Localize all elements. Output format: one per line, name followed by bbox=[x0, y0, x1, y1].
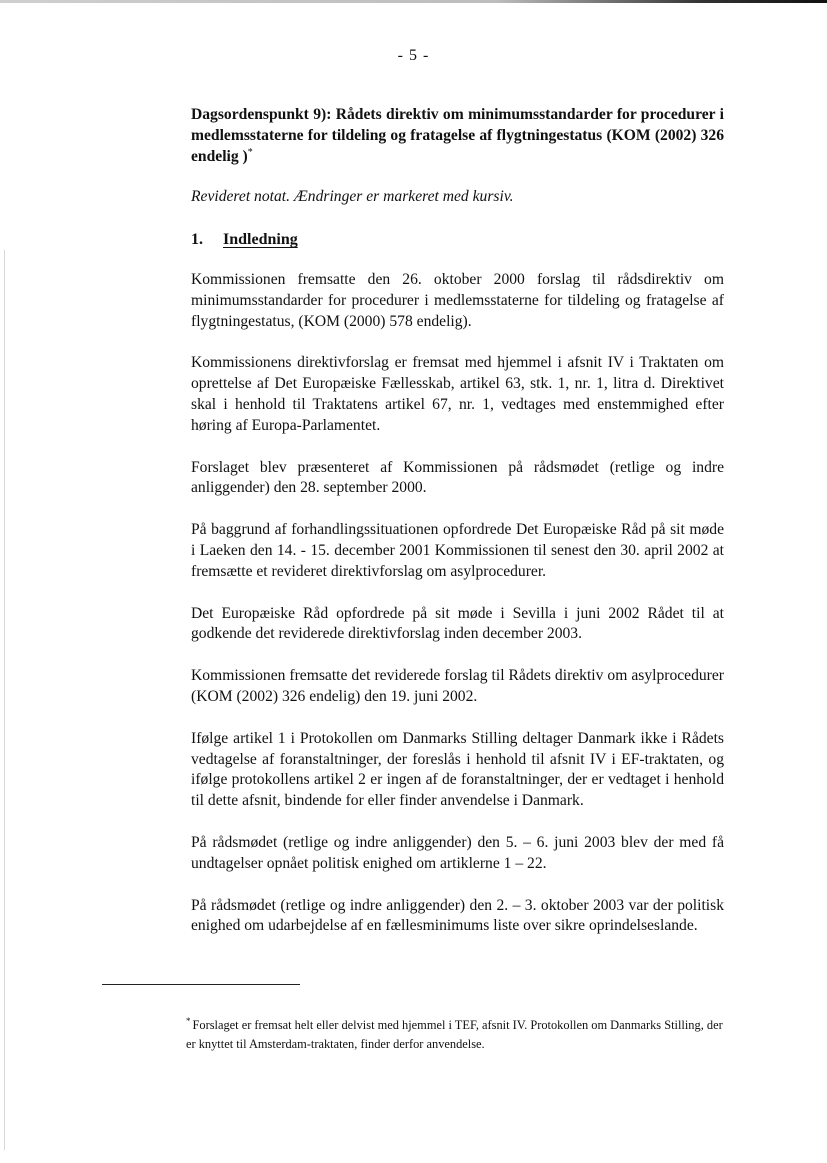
paragraph-1: Kommissionen fremsatte den 26. oktober 2000 forslag til rådsdirektiv om minimumsstandarder for procedurer i medlemsstaterne for tildeling og fratagelse af flygtningestatus, (KOM (2000) 578 endelig). bbox=[191, 270, 724, 330]
section-title: Indledning bbox=[223, 231, 298, 249]
page-number: - 5 - bbox=[397, 47, 430, 64]
document-body bbox=[191, 105, 724, 958]
agenda-title-text: Dagsordenspunkt 9): Rådets direktiv om minimumsstandarder for procedurer i medlemsstaterne for tildeling og fratagelse af flygtningestatus (KOM (2002) 326 endelig ) bbox=[191, 106, 724, 165]
paragraph-4: På baggrund af forhandlingssituationen opfordrede Det Europæiske Råd på sit møde i Laeken den 14. - 15. december 2001 Kommissionen til senest den 30. april 2002 at fremsætte et revideret direktivforslag om asylprocedurer. bbox=[191, 521, 724, 580]
paragraph-3: Forslaget blev præsenteret af Kommissionen på rådsmødet (retlige og indre anliggender) den 28. september 2000. bbox=[191, 458, 724, 497]
paragraph-5: Det Europæiske Råd opfordrede på sit møde i Sevilla i juni 2002 Rådet til at godkende det reviderede direktivforslag inden december 2003. bbox=[191, 604, 724, 643]
revised-note: Revideret notat. Ændringer er markeret med kursiv. bbox=[191, 188, 514, 206]
section-number: 1. bbox=[191, 231, 203, 249]
footnote-reference: * bbox=[247, 146, 253, 158]
paragraph-6: Kommissionen fremsatte det reviderede forslag til Rådets direktiv om asylprocedurer (KOM (2002) 326 endelig) den 19. juni 2002. bbox=[191, 667, 724, 705]
footnote-text: Forslaget er fremsat helt eller delvist med hjemmel i TEF, afsnit IV. Protokollen om Danmarks Stilling, der er knyttet til Amsterdam-traktaten, finder derfor anvendelse. bbox=[186, 1018, 723, 1051]
footnote bbox=[186, 1016, 726, 1054]
top-edge-rule bbox=[0, 0, 827, 3]
footnote-marker: * bbox=[186, 1015, 191, 1026]
section-heading bbox=[191, 230, 724, 251]
footnote-separator bbox=[102, 984, 300, 985]
paragraph-8: På rådsmødet (retlige og indre anliggender) den 5. – 6. juni 2003 blev der med få undtagelser opnået politisk enighed om artiklerne 1 – 22. bbox=[191, 833, 724, 872]
left-margin-line bbox=[4, 250, 5, 1150]
paragraph-2: Kommissionens direktivforslag er fremsat med hjemmel i afsnit IV i Traktaten om oprettelse af Det Europæiske Fællesskab, artikel 63, stk. 1, nr. 1, litra d. Direktivet skal i henhold til Traktatens artikel 67, nr. 1, vedtages med enstemmighed efter høring af Europa-Parlamentet. bbox=[191, 354, 724, 434]
agenda-title bbox=[191, 105, 724, 167]
paragraph-7: Ifølge artikel 1 i Protokollen om Danmarks Stilling deltager Danmark ikke i Rådets vedtagelse af foranstaltninger, der foreslås i henhold til afsnit IV i EF-traktaten, og ifølge protokollens artikel 2 er ingen af de foranstaltninger, der er vedtaget i henhold til dette afsnit, bindende for eller finder anvendelse i Danmark. bbox=[191, 729, 724, 810]
paragraph-9: På rådsmødet (retlige og indre anliggender) den 2. – 3. oktober 2003 var der politisk enighed om udarbejdelse af en fællesminimums liste over sikre oprindelseslande. bbox=[191, 896, 724, 935]
